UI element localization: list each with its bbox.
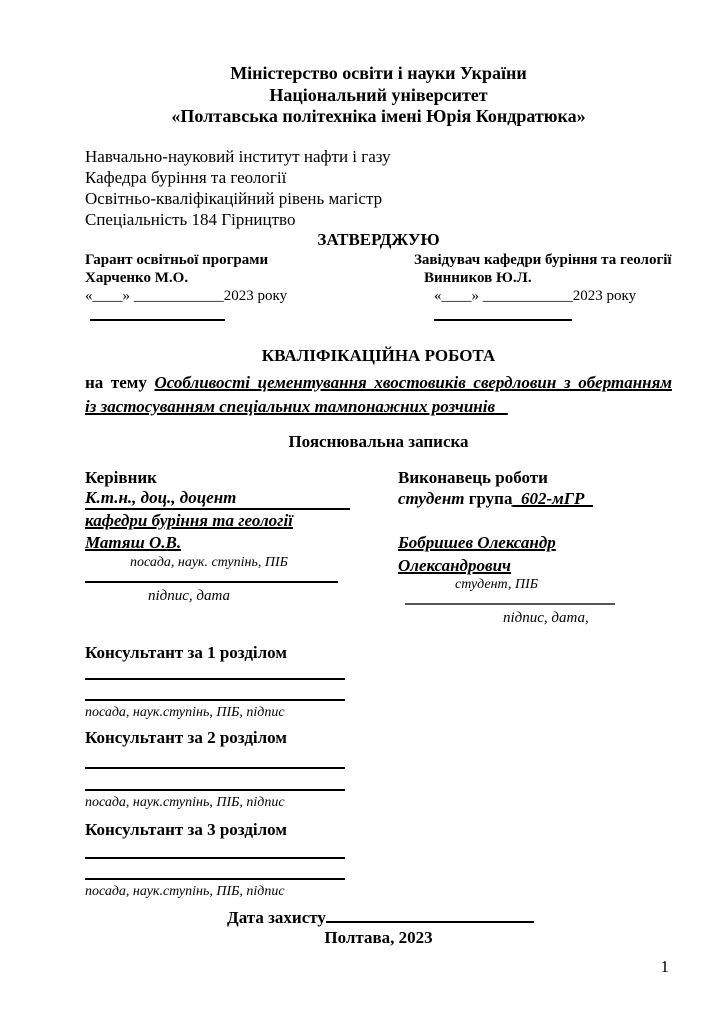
supervisor-sign-caption: підпис, дата bbox=[148, 587, 231, 604]
supervisor-name: Матяш О.В. bbox=[85, 533, 182, 553]
student-label: студент bbox=[398, 489, 465, 508]
guarantor-role: Гарант освітньої програми bbox=[85, 251, 269, 268]
department-line: Кафедра буріння та геології bbox=[85, 167, 287, 187]
ministry-heading: Міністерство освіти і науки України bbox=[230, 63, 527, 83]
consultant-2-title: Консультант за 2 розділом bbox=[85, 728, 287, 748]
consultant-3-title: Консультант за 3 розділом bbox=[85, 819, 287, 839]
guarantor-signature-line bbox=[90, 319, 225, 321]
people-row bbox=[85, 467, 672, 628]
consultant-1-title: Консультант за 1 розділом bbox=[85, 642, 287, 662]
page-number: 1 bbox=[660, 957, 669, 976]
defense-date-label: Дата захисту bbox=[227, 908, 326, 928]
theme-label: на тему bbox=[85, 373, 147, 392]
approval-row bbox=[85, 251, 672, 322]
head-of-department-name: Винников Ю.Л. bbox=[424, 269, 532, 286]
university-name-heading: «Полтавська політехніка імені Юрія Кондратюка» bbox=[171, 106, 586, 126]
guarantor-date-line: «____» ____________2023 року bbox=[85, 287, 288, 304]
institute-line: Навчально-науковий інститут нафти і газу bbox=[85, 146, 391, 166]
group-label: група bbox=[464, 489, 513, 508]
executor-signature-line bbox=[405, 603, 615, 605]
executor-group-line bbox=[398, 488, 672, 510]
approve-heading: ЗАТВЕРДЖУЮ bbox=[317, 229, 440, 249]
explanatory-note-subtitle: Пояснювальна записка bbox=[288, 432, 469, 451]
qualification-level-line: Освітньо-кваліфікаційний рівень магістр bbox=[85, 188, 383, 208]
defense-date-line bbox=[326, 909, 534, 923]
consultant-1-line-1 bbox=[85, 678, 345, 680]
institute-block bbox=[85, 146, 672, 230]
executor-name: Бобришев Олександр Олександрович bbox=[398, 533, 556, 575]
theme-text-1: Особливості цементування хвостовиків свердловин з обертанням bbox=[154, 373, 672, 392]
consultant-block-1 bbox=[85, 642, 672, 722]
consultant-3-line-1 bbox=[85, 857, 345, 859]
defense-date-row bbox=[227, 907, 672, 928]
executor-block bbox=[398, 467, 672, 628]
supervisor-caption: посада, наук. ступінь, ПІБ bbox=[130, 554, 288, 570]
head-date-line: «____» ____________2023 року bbox=[434, 287, 637, 304]
consultant-2-line-2 bbox=[85, 789, 345, 791]
guarantor-name: Харченко М.О. bbox=[85, 269, 189, 286]
executor-caption: студент, ПІБ bbox=[455, 576, 539, 592]
executor-sign-caption: підпис, дата, bbox=[503, 609, 589, 626]
supervisor-title: Керівник bbox=[85, 468, 157, 487]
consultant-1-line-2 bbox=[85, 699, 345, 701]
executor-title: Виконавець роботи bbox=[398, 468, 548, 487]
supervisor-position-line-2: кафедри буріння та геології bbox=[85, 511, 293, 530]
consultant-3-line-2 bbox=[85, 878, 345, 880]
supervisor-signature-line bbox=[85, 581, 338, 583]
consultant-block-3 bbox=[85, 819, 672, 901]
work-title: КВАЛІФІКАЦІЙНА РОБОТА bbox=[261, 346, 496, 365]
consultant-2-caption: посада, наук.ступінь, ПІБ, підпис bbox=[85, 794, 285, 810]
theme-text-2: із застосуванням спеціальних тампонажних розчинів _ bbox=[85, 396, 508, 416]
supervisor-position-line-1: К.т.н., доц., доцент bbox=[85, 488, 350, 510]
consultant-3-caption: посада, наук.ступінь, ПІБ, підпис bbox=[85, 884, 285, 900]
consultant-2-line-1 bbox=[85, 767, 345, 769]
consultant-1-caption: посада, наук.ступінь, ПІБ, підпис bbox=[85, 705, 285, 721]
university-heading: Національний університет bbox=[269, 84, 488, 105]
consultant-block-2 bbox=[85, 727, 672, 811]
head-of-department-role: Завідувач кафедри буріння та геології bbox=[414, 251, 672, 268]
supervisor-block bbox=[85, 467, 398, 628]
group-value: _602-мГР_ bbox=[512, 489, 593, 508]
head-signature-line bbox=[434, 319, 572, 321]
approval-right-block bbox=[414, 251, 672, 322]
city-year: Полтава, 2023 bbox=[324, 928, 433, 948]
spacer bbox=[398, 510, 672, 532]
theme-line-1 bbox=[85, 371, 672, 395]
specialty-line: Спеціальність 184 Гірництво bbox=[85, 209, 296, 229]
approval-left-block bbox=[85, 251, 385, 322]
